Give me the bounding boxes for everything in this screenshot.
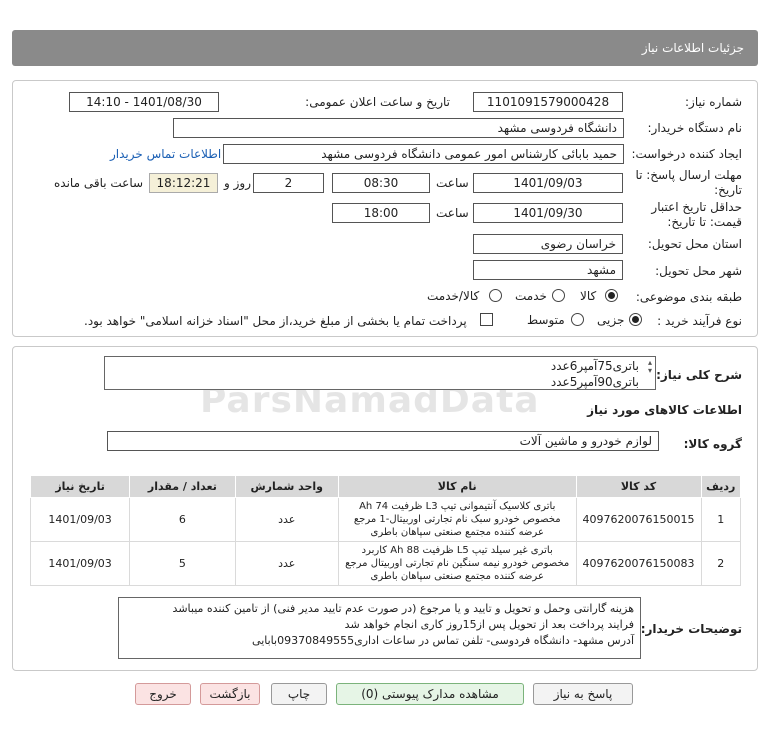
announce-field: 1401/08/30 - 14:10 xyxy=(69,92,219,112)
col-row: ردیف xyxy=(701,476,740,498)
deadline-time-label: ساعت xyxy=(436,176,469,190)
items-table xyxy=(30,475,741,586)
process-medium-radio[interactable] xyxy=(571,313,584,326)
cell-unit: عدد xyxy=(235,542,338,586)
exit-button[interactable]: خروج xyxy=(135,683,191,705)
col-name: نام کالا xyxy=(338,476,576,498)
resize-handle-icon[interactable]: ▴ ▾ xyxy=(647,358,652,375)
announce-label: تاریخ و ساعت اعلان عمومی: xyxy=(305,95,450,109)
creator-field: حمید بابائی کارشناس امور عمومی دانشگاه فردوسی مشهد xyxy=(223,144,624,164)
category-service-radio[interactable] xyxy=(552,289,565,302)
col-unit: واحد شمارش xyxy=(235,476,338,498)
validity-label-2: قیمت: تا تاریخ: xyxy=(667,215,742,229)
category-goods-service-radio[interactable] xyxy=(489,289,502,302)
reply-button[interactable]: پاسخ به نیاز xyxy=(533,683,633,705)
summary-label: شرح کلی نیاز: xyxy=(656,368,742,382)
deadline-date-field: 1401/09/03 xyxy=(473,173,623,193)
remaining-time-field: 18:12:21 xyxy=(149,173,218,193)
category-label: طبقه بندی موضوعی: xyxy=(635,290,742,304)
process-minor-label: جزیی xyxy=(597,313,625,327)
table-row[interactable] xyxy=(31,498,741,542)
summary-line: باتری75آمپر6عدد xyxy=(550,359,639,373)
category-goods-label: کالا xyxy=(580,289,597,303)
summary-line: باتری90آمپر5عدد xyxy=(550,375,639,389)
process-label: نوع فرآیند خرید : xyxy=(657,314,742,328)
deadline-label-2: تاریخ: xyxy=(714,183,742,197)
cell-code: 4097620076150083 xyxy=(576,542,701,586)
cell-name: باتری کلاسیک آنتیموانی تیپ L3 ظرفیت 74 Ah مخصوص خودرو سبک نام تجارتی اوربیتال-1 مرجع عرضه کننده مجتمع صنعتی سپاهان باطری xyxy=(338,498,576,542)
category-goods-service-label: کالا/خدمت xyxy=(427,289,480,303)
days-label: روز و xyxy=(224,176,251,190)
remaining-label: ساعت باقی مانده xyxy=(54,176,144,190)
cell-date: 1401/09/03 xyxy=(31,542,130,586)
city-field: مشهد xyxy=(473,260,623,280)
validity-time-field: 18:00 xyxy=(332,203,430,223)
cell-row: 1 xyxy=(701,498,740,542)
province-field: خراسان رضوی xyxy=(473,234,623,254)
goods-section-title: اطلاعات کالاهای مورد نیاز xyxy=(587,403,742,417)
page-header xyxy=(12,30,758,66)
cell-unit: عدد xyxy=(235,498,338,542)
validity-date-field: 1401/09/30 xyxy=(473,203,623,223)
summary-textarea[interactable] xyxy=(104,356,656,390)
city-label: شهر محل تحویل: xyxy=(655,264,742,278)
cell-name: باتری غیر سیلد تیپ L5 ظرفیت 88 Ah کاربرد مخصوص خودرو نیمه سنگین نام تجارتی اوربیتال مرجع عرضه کننده مجتمع صنعتی سپاهان باطری xyxy=(338,542,576,586)
page-title: جزئیات اطلاعات نیاز xyxy=(641,41,744,55)
buyer-notes-label: توضیحات خریدار: xyxy=(640,622,742,636)
validity-time-label: ساعت xyxy=(436,206,469,220)
col-qty: تعداد / مقدار xyxy=(130,476,235,498)
cell-code: 4097620076150015 xyxy=(576,498,701,542)
notes-line: آدرس مشهد- دانشگاه فردوسی- تلفن تماس در ساعات اداری09370849555بابایی xyxy=(252,634,634,647)
deadline-time-field: 08:30 xyxy=(332,173,430,193)
category-service-label: خدمت xyxy=(515,289,547,303)
buyer-org-label: نام دستگاه خریدار: xyxy=(647,121,742,135)
cell-row: 2 xyxy=(701,542,740,586)
table-header-row xyxy=(31,476,741,498)
view-attachments-button[interactable]: مشاهده مدارک پیوستی (0) xyxy=(336,683,524,705)
goods-group-field: لوازم خودرو و ماشین آلات xyxy=(107,431,659,451)
buyer-notes-box xyxy=(118,597,641,659)
buyer-org-field: دانشگاه فردوسی مشهد xyxy=(173,118,624,138)
payment-note: پرداخت تمام یا بخشی از مبلغ خرید،از محل "اسناد خزانه اسلامی" خواهد بود. xyxy=(84,314,467,328)
cell-qty: 6 xyxy=(130,498,235,542)
cell-date: 1401/09/03 xyxy=(31,498,130,542)
col-date: تاریخ نیاز xyxy=(31,476,130,498)
process-medium-label: متوسط xyxy=(527,313,565,327)
notes-line: فرایند پرداخت بعد از تحویل پس از15روز کاری انجام خواهد شد xyxy=(344,618,634,631)
need-number-label: شماره نیاز: xyxy=(685,95,742,109)
validity-label: حداقل تاریخ اعتبار xyxy=(651,200,742,214)
province-label: استان محل تحویل: xyxy=(647,237,742,251)
back-button[interactable]: بازگشت xyxy=(200,683,260,705)
creator-label: ایجاد کننده درخواست: xyxy=(631,147,742,161)
deadline-label: مهلت ارسال پاسخ: تا xyxy=(635,168,742,182)
print-button[interactable]: چاپ xyxy=(271,683,327,705)
col-code: کد کالا xyxy=(576,476,701,498)
goods-group-label: گروه کالا: xyxy=(683,437,742,451)
treasury-checkbox[interactable] xyxy=(480,313,493,326)
need-number-field: 1101091579000428 xyxy=(473,92,623,112)
process-minor-radio[interactable] xyxy=(629,313,642,326)
category-goods-radio[interactable] xyxy=(605,289,618,302)
notes-line: هزینه گارانتی وحمل و تحویل و تایید و یا مرجوع (در صورت عدم تایید مدیر فنی) از تامین کننده میباشد xyxy=(172,602,634,615)
cell-qty: 5 xyxy=(130,542,235,586)
days-field: 2 xyxy=(253,173,324,193)
table-row[interactable] xyxy=(31,542,741,586)
buyer-contact-link[interactable]: اطلاعات تماس خریدار xyxy=(110,147,222,161)
